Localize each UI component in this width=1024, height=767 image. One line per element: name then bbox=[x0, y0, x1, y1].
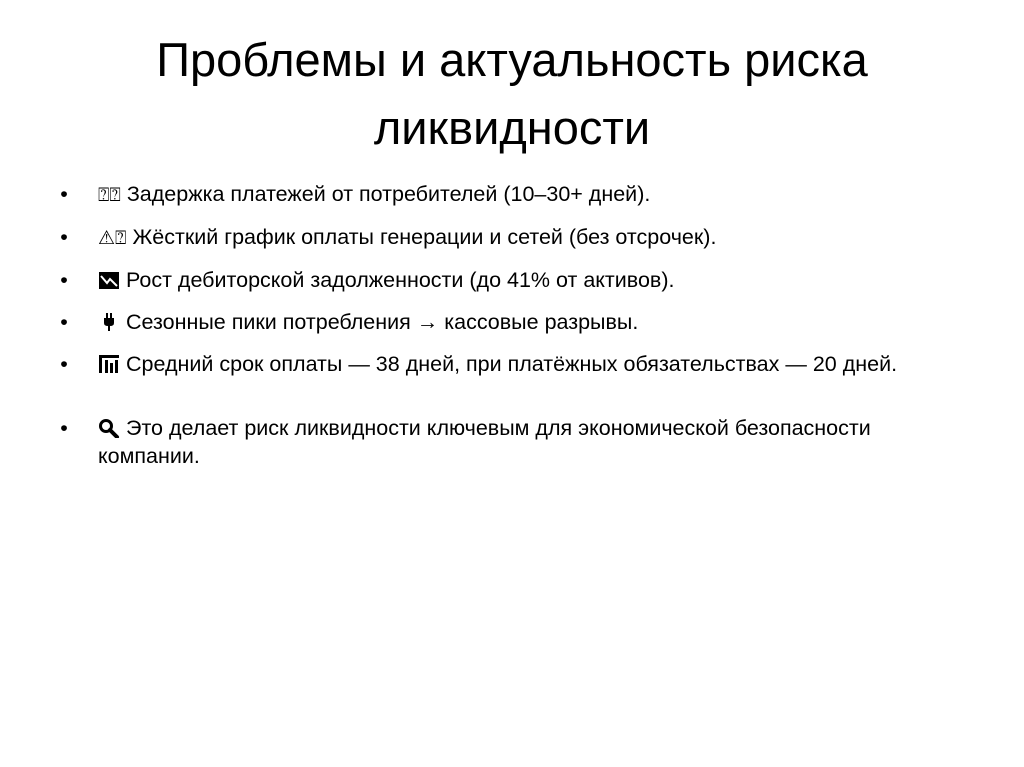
bullet-dot: • bbox=[60, 182, 68, 206]
magnifier-icon bbox=[98, 418, 120, 438]
chart-down-icon bbox=[98, 270, 120, 290]
bullet-text: Это делает риск ликвидности ключевым для экономической безопасности компании. bbox=[98, 416, 871, 468]
bullet-list bbox=[58, 180, 978, 470]
bullet-text: Рост дебиторской задолженности (до 41% от активов). bbox=[126, 268, 675, 292]
bullet-item-conclusion bbox=[58, 414, 978, 470]
bullet-item-strict-schedule bbox=[58, 223, 978, 252]
bullet-dot: • bbox=[60, 268, 68, 292]
missing-glyph-boxes-icon: ⍰⍰ bbox=[98, 184, 121, 206]
bullet-item-payment-delay bbox=[58, 180, 978, 209]
bar-chart-icon bbox=[98, 354, 120, 374]
bullet-text: Средний срок оплаты — 38 дней, при платёжных обязательствах — 20 дней. bbox=[126, 352, 898, 376]
bullet-dot: • bbox=[60, 225, 68, 249]
bullet-dot: • bbox=[60, 352, 68, 376]
bullet-dot: • bbox=[60, 310, 68, 334]
bullet-text: Жёсткий график оплаты генерации и сетей (без отсрочек). bbox=[132, 225, 717, 249]
slide-title: Проблемы и актуальность риска ликвидности bbox=[156, 33, 868, 154]
bullet-text: Задержка платежей от потребителей (10–30+ дней). bbox=[126, 182, 651, 206]
bullet-text: Сезонные пики потребления → кассовые разрывы. bbox=[126, 310, 639, 334]
warning-icon: ⚠⍰ bbox=[98, 227, 127, 249]
bullet-item-receivables-growth bbox=[58, 266, 978, 294]
bullet-item-payment-terms bbox=[58, 350, 978, 378]
plug-icon bbox=[98, 312, 120, 332]
bullet-item-seasonal-peaks bbox=[58, 308, 978, 336]
bullet-dot: • bbox=[60, 416, 68, 440]
